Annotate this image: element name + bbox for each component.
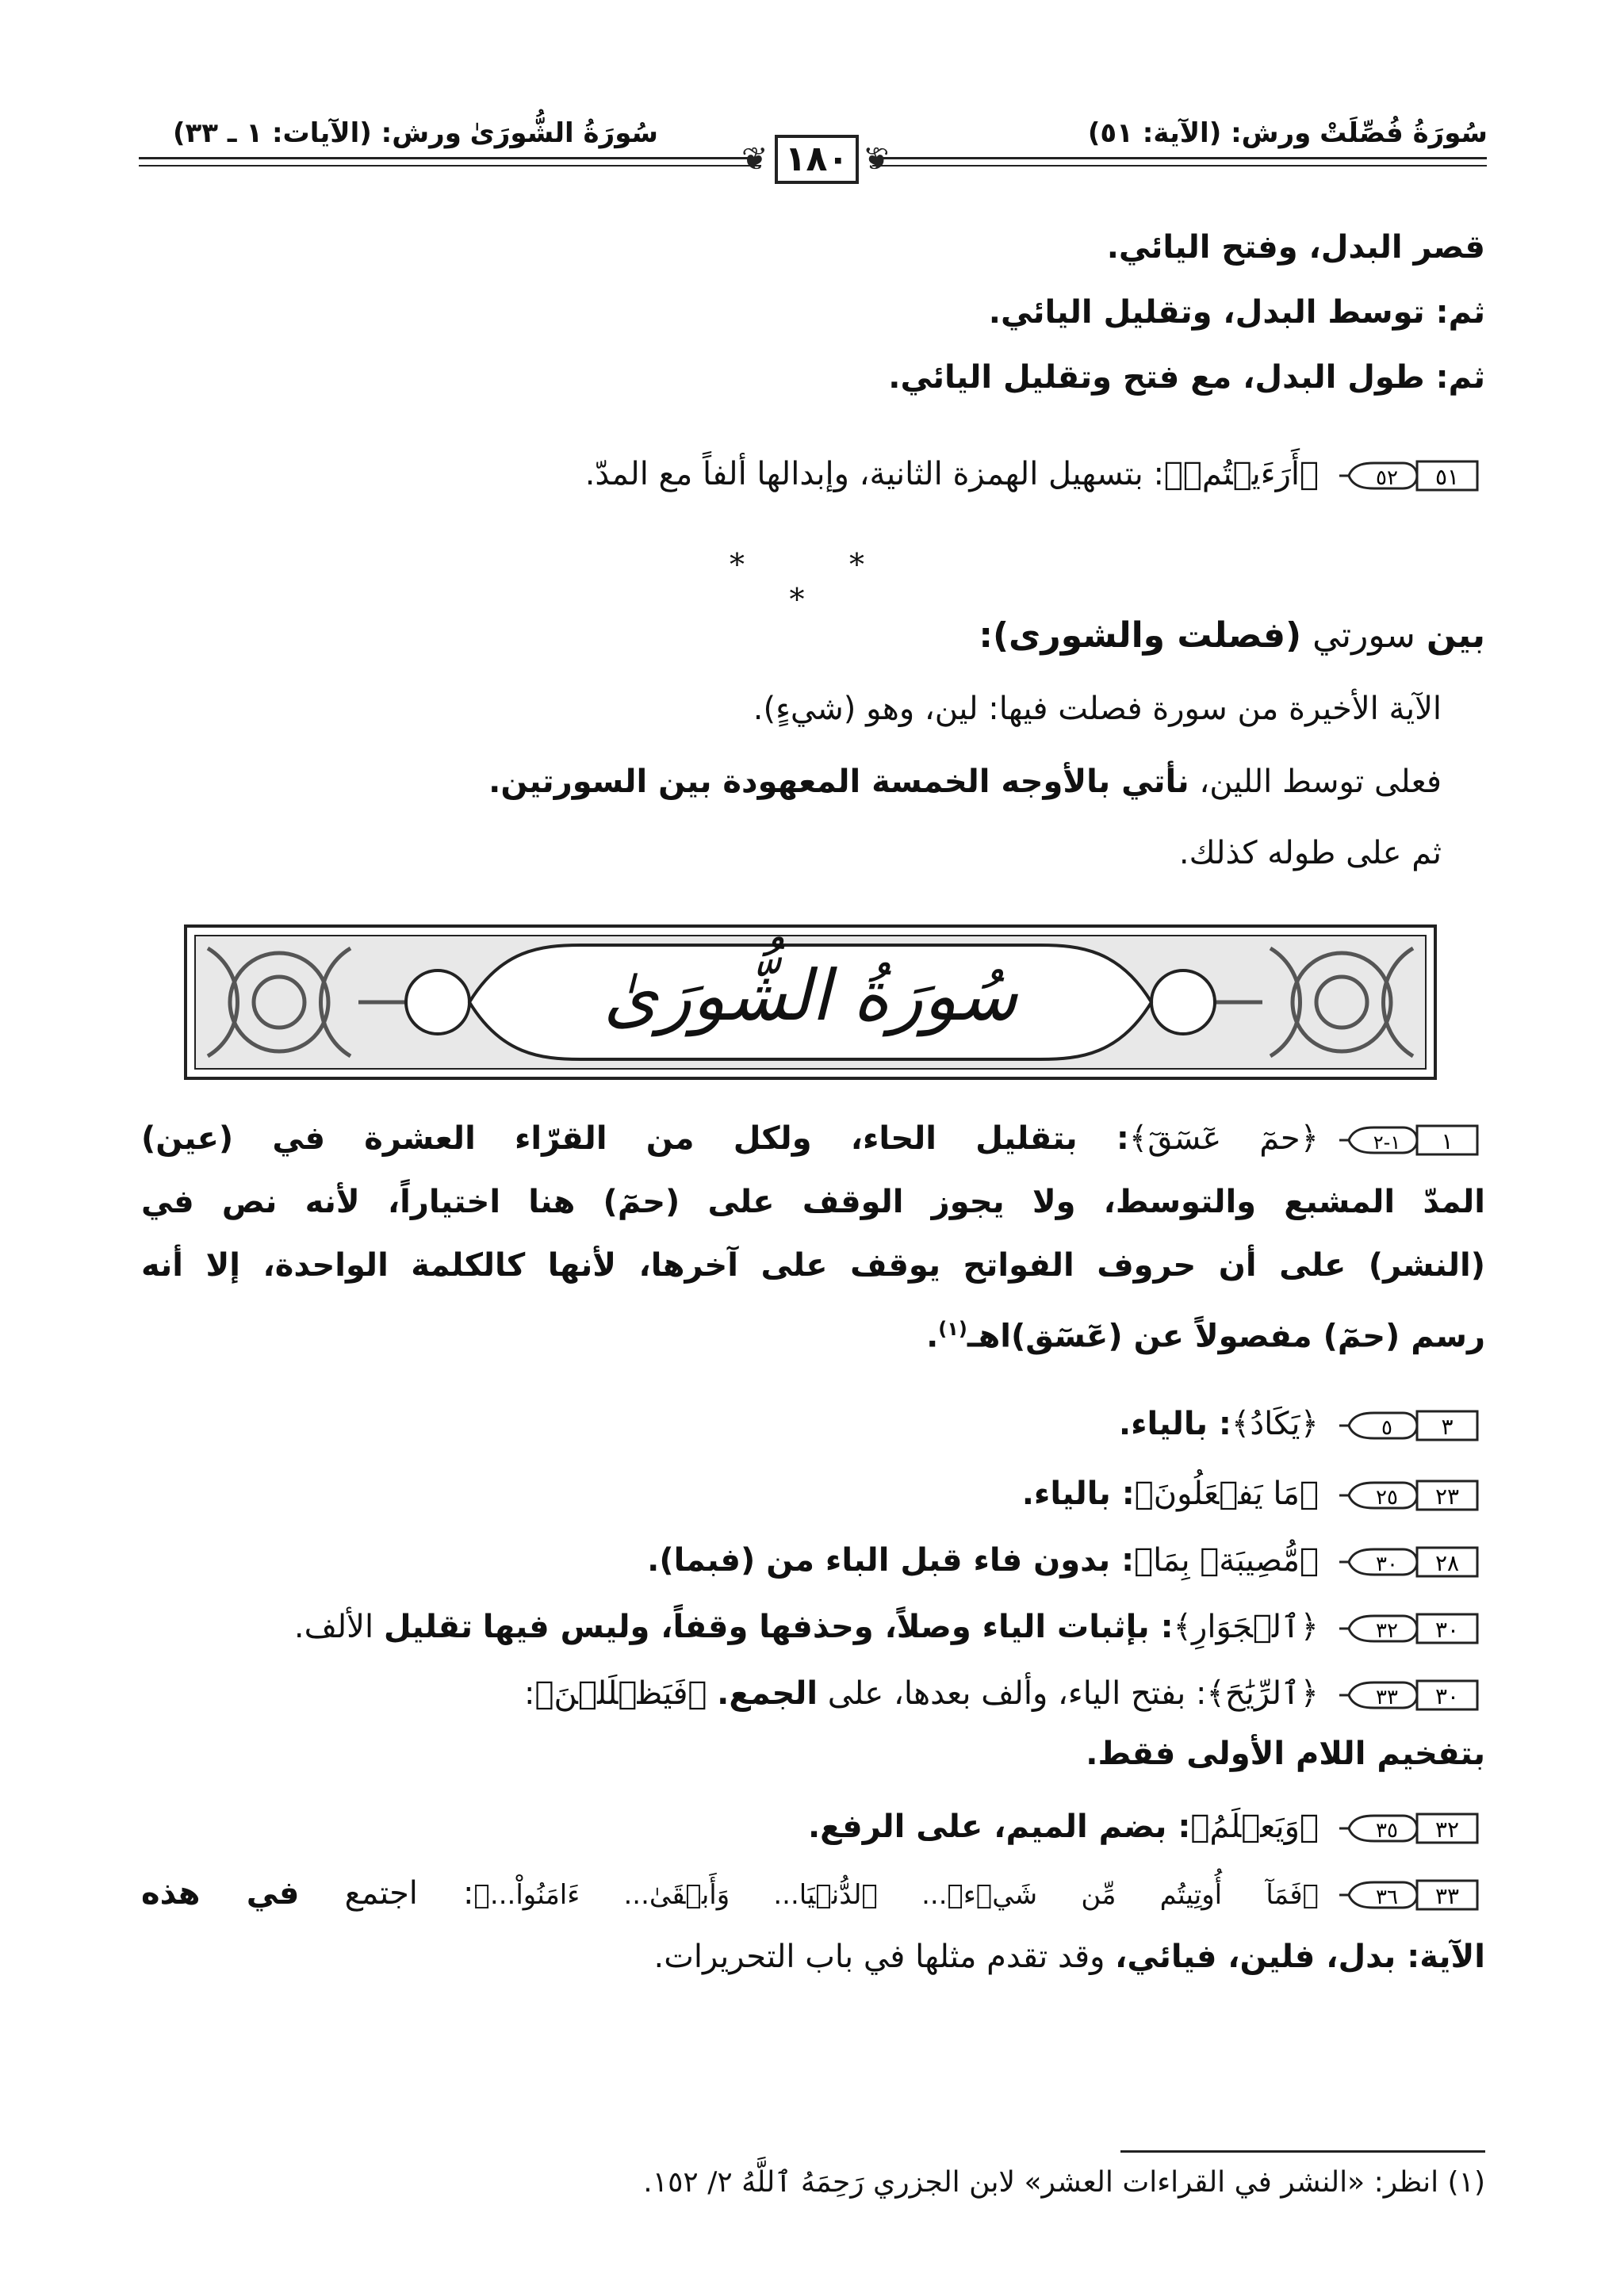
quran-word: ﴿يَكَادُ﴾ <box>1231 1406 1319 1442</box>
ayah-number: ٣ <box>1441 1414 1454 1440</box>
line-number: ٣٢ <box>1376 1619 1398 1643</box>
verse-badge-frame <box>1330 457 1485 495</box>
verse-badge-frame <box>1330 1676 1485 1714</box>
text-line: المدّ المشبع والتوسط، ولا يجوز الوقف على (حمٓ) هنا اختياراً، لأنه نص في <box>141 1184 1485 1220</box>
header-right-surah: سُورَةُ فُصِّلَتْ <box>1320 117 1488 149</box>
quran-word: ﴿وَيَعۡلَمُ﴾ <box>1190 1809 1319 1845</box>
header-rule-right <box>872 157 1487 159</box>
quran-word: ﴿حمٓ عٓسٓقٓ﴾ <box>1128 1120 1319 1157</box>
text-line: قصر البدل، وفتح اليائي. <box>1106 229 1485 266</box>
text-line: الآية الأخيرة من سورة فصلت فيها: لين، وهو (شيءٍ). <box>753 691 1442 727</box>
ornament-left-icon: ❦ <box>741 141 768 178</box>
verse-badge-frame <box>1330 1543 1485 1581</box>
entry-text: : اجتمع <box>344 1875 474 1912</box>
line-number: ٥٢ <box>1376 466 1398 490</box>
verse-badge-frame <box>1330 1476 1485 1514</box>
text-line <box>488 753 1442 810</box>
section-heading <box>979 607 1485 664</box>
entry-text: : بدون فاء قبل الباء من (فبما). <box>647 1542 1135 1579</box>
verse-badge-frame <box>1330 1407 1485 1445</box>
line-number: ٣٠ <box>1376 1552 1398 1576</box>
text-line: ثم: توسط البدل، وتقليل اليائي. <box>988 294 1485 331</box>
line-number: ٣٦ <box>1376 1885 1398 1909</box>
header-left <box>173 109 658 157</box>
entry-text-bold: في هذه <box>141 1875 300 1912</box>
line-number: ٥ <box>1381 1416 1392 1440</box>
entry-text: : بالياء. <box>1118 1406 1231 1442</box>
page-number: ١٨٠ <box>775 135 859 184</box>
quran-word: ﴿مُّصِيبَةٖ بِمَا﴾ <box>1134 1542 1319 1579</box>
line-number: ٢٥ <box>1376 1486 1398 1510</box>
entry-text-bold: الجمع. <box>717 1675 818 1712</box>
entry-text: : بفتح الياء، وألف بعدها، على <box>827 1675 1207 1712</box>
text-plain: وقد تقدم مثلها في باب التحريرات. <box>653 1939 1105 1975</box>
footnote-marker: (١) <box>938 1318 967 1340</box>
entry-text-bold: : بإثبات الياء وصلاً، وحذفها وقفاً، وليس فيها <box>482 1609 1174 1645</box>
ayah-number: ١ <box>1441 1128 1454 1154</box>
quran-word: ﴿ٱلرِّيَٰحَ﴾ <box>1206 1675 1319 1712</box>
header-left-rest: ورش: (الآيات: ١ ـ ٣٣) <box>173 117 462 149</box>
quran-word: ﴿مَا يَفۡعَلُونَ﴾ <box>1134 1476 1319 1512</box>
verse-badge-frame <box>1330 1610 1485 1648</box>
quran-word-2: ﴿فَيَظۡلَلۡنَ﴾ <box>534 1675 707 1712</box>
verse-entry <box>808 1798 1485 1855</box>
line-number: ٣٣ <box>1376 1686 1398 1709</box>
verse-badge-frame <box>1330 1809 1485 1847</box>
header-rule-right-thin <box>872 165 1487 167</box>
heading-title: (فصلت والشورى): <box>979 615 1302 656</box>
line-number: ١-٢ <box>1373 1131 1401 1154</box>
footnote: (١) انظر: «النشر في القراءات العشر» لابن الجزري رَحِمَهُ ٱللَّهُ ٢/ ١٥٢. <box>643 2166 1485 2199</box>
verse-entry <box>585 446 1485 503</box>
verse-entry <box>1119 1395 1485 1453</box>
colon: : <box>524 1675 535 1712</box>
verse-entry <box>524 1665 1485 1722</box>
header-right-rest: ورش: (الآية: ٥١) <box>1087 117 1312 149</box>
header-left-surah: سُورَةُ الشُّورَىٰ <box>469 117 658 149</box>
entry-text: : بتسهيل الهمزة الثانية، وإبدالها ألفاً مع المدّ. <box>584 456 1164 492</box>
line-number: ٣٥ <box>1376 1819 1398 1843</box>
header-rule-left-thin <box>139 165 761 167</box>
verse-badge <box>1330 1543 1485 1581</box>
text-plain: رسم (حمٓ) مفصولاً عن (عٓسٓق)اهـ <box>967 1318 1485 1355</box>
verse-badge <box>1330 1809 1485 1847</box>
ayah-number: ٣٣ <box>1434 1883 1460 1909</box>
text-line: ثم على طوله كذلك. <box>1178 835 1442 871</box>
ayah-number: ٢٨ <box>1434 1550 1460 1576</box>
text-line <box>654 1928 1485 1985</box>
verse-badge <box>1330 457 1485 495</box>
verse-badge <box>1330 1476 1485 1514</box>
surah-banner <box>184 924 1437 1080</box>
verse-entry <box>294 1598 1485 1656</box>
quran-word: ﴿ٱلۡجَوَارِ﴾ <box>1173 1609 1319 1645</box>
heading-prefix: بين <box>1426 615 1485 656</box>
ayah-number: ٥١ <box>1434 464 1460 490</box>
header-right <box>1088 109 1488 157</box>
separator-stars: * * * <box>729 547 913 617</box>
text-line: بتفخيم اللام الأولى فقط. <box>1086 1736 1485 1772</box>
text-bold: الآية: بدل، فلين، فيائي، <box>1115 1939 1485 1975</box>
text-line: ثم: طول البدل، مع فتح وتقليل اليائي. <box>888 359 1485 396</box>
verse-entry <box>647 1532 1485 1589</box>
ayah-number: ٣٢ <box>1434 1816 1460 1843</box>
quran-word: ﴿أَرَءَيۡتُمۡ﴾ <box>1163 456 1319 492</box>
entry-text-bold2: تقليل <box>383 1609 473 1645</box>
quran-word: ﴿فَمَآ أُوتِيتُم مِّن شَيۡءٖ... ٱلدُّنۡيَا... وَأَبۡقَىٰ... ءَامَنُواْ...﴾ <box>473 1879 1319 1911</box>
text-plain: فعلى توسط اللين، <box>1199 764 1442 800</box>
text-end: . <box>926 1318 939 1355</box>
verse-badge-frame <box>1330 1121 1485 1159</box>
footnote-rule <box>1120 2150 1485 2153</box>
verse-entry <box>141 1110 1485 1167</box>
ornament-right-icon: ❦ <box>863 141 890 178</box>
verse-entry <box>141 1865 1485 1924</box>
entry-text: : بضم الميم، على الرفع. <box>807 1809 1191 1845</box>
entry-text-plain: الألف. <box>293 1609 374 1645</box>
entry-text: : بتقليل الحاء، ولكل من القرّاء العشرة في (عين) <box>141 1120 1129 1157</box>
ayah-number: ٢٣ <box>1434 1483 1460 1510</box>
header-rule-left <box>139 157 761 159</box>
verse-entry <box>1022 1465 1485 1522</box>
heading-prefix2: سورتي <box>1312 615 1415 656</box>
verse-badge-frame <box>1330 1876 1485 1914</box>
verse-badge <box>1330 1610 1485 1648</box>
entry-text: : بالياء. <box>1021 1476 1135 1512</box>
ayah-number: ٣٠ <box>1434 1617 1460 1643</box>
ayah-number: ٣٠ <box>1434 1683 1460 1709</box>
text-bold: نأتي بالأوجه الخمسة المعهودة بين السورتين. <box>488 764 1189 800</box>
verse-badge <box>1330 1407 1485 1445</box>
text-line <box>926 1300 1485 1365</box>
text-line: (النشر) على أن حروف الفواتح يوقف على آخرها، لأنها كالكلمة الواحدة، إلا أنه <box>141 1247 1485 1284</box>
verse-badge <box>1330 1676 1485 1714</box>
surah-title: سُورَةُ الشُّورَىٰ <box>603 955 1018 1036</box>
verse-badge <box>1330 1121 1485 1159</box>
verse-badge <box>1330 1876 1485 1914</box>
